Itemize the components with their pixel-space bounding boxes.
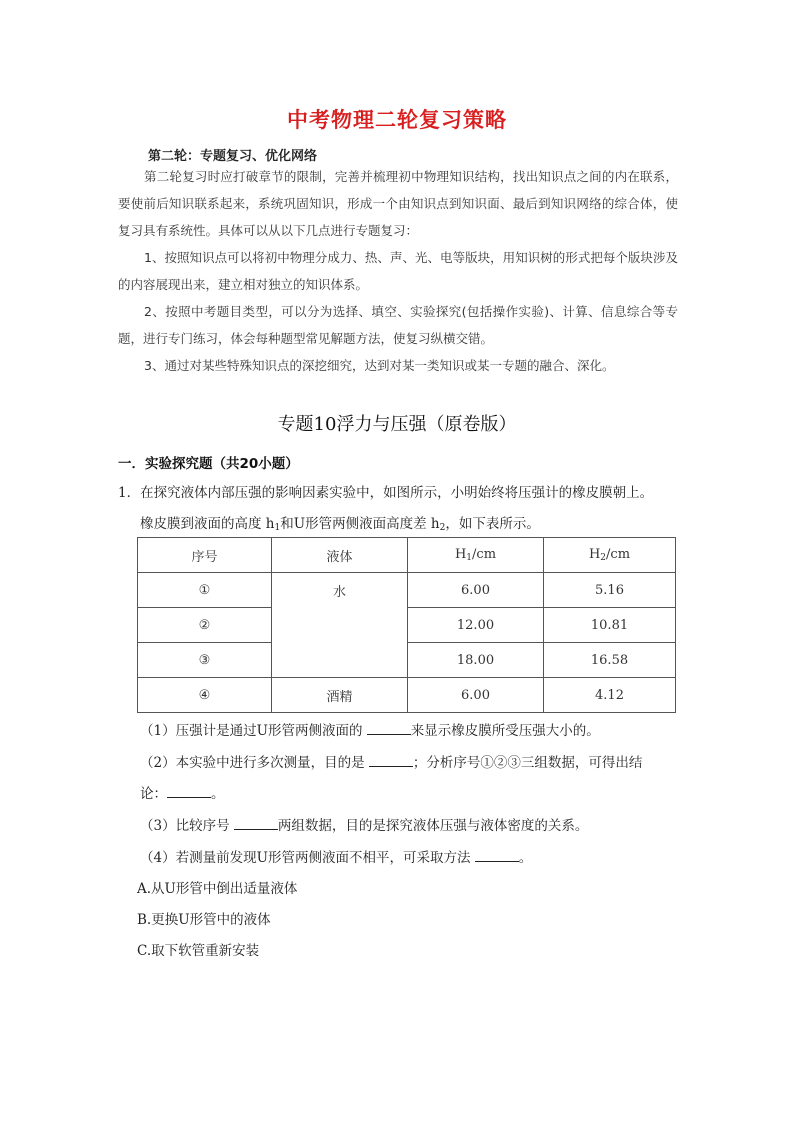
answer-blank[interactable] — [234, 817, 278, 830]
table-cell: 6.00 — [408, 678, 544, 713]
data-table — [137, 537, 676, 713]
intro-paragraph-4: 3、通过对某些特殊知识点的深挖细究，达到对某一类知识或某一专题的融合、深化。 — [144, 358, 615, 373]
table-cell: 12.00 — [408, 608, 544, 643]
table-cell: ③ — [138, 643, 272, 678]
table-row — [138, 678, 676, 713]
answer-blank[interactable] — [369, 754, 413, 767]
intro-paragraph-2: 1、按照知识点可以将初中物理分成力、热、声、光、电等版块，用知识树的形式把每个版块涉及的内容展现出来，建立相对独立的知识体系。 — [118, 250, 678, 292]
question-1-stem-line2: 橡皮膜到液面的高度 $h_1$和U形管两侧液面高度差 $h_2$，如下表所示。 — [140, 516, 540, 533]
table-header: $H_1/cm$ — [408, 538, 544, 573]
option-c: C.取下软管重新安装 — [137, 943, 260, 959]
intro-paragraph-3: 2、按照中考题目类型，可以分为选择、填空、实验探究(包括操作实验)、计算、信息综合等专题，进行专门练习，体会每种题型常见解题方法，使复习纵横交错。 — [118, 304, 678, 346]
table-cell: ① — [138, 573, 272, 608]
part-title: 一．实验探究题（共20小题） — [118, 456, 299, 472]
subquestion-1: （1）压强计是通过U形管两侧液面的 来显示橡皮膜所受压强大小的。 — [140, 723, 600, 739]
table-cell: 水 — [272, 573, 408, 678]
subquestion-4: （4）若测量前发现U形管两侧液面不相平，可采取方法 。 — [140, 850, 533, 866]
subquestion-2: （2）本实验中进行多次测量，目的是 ；分析序号①②③三组数据，可得出结 — [140, 755, 643, 771]
option-a: A.从U形管中倒出适量液体 — [137, 881, 298, 897]
table-header: 序号 — [138, 538, 272, 573]
subheading: 第二轮：专题复习、优化网络 — [148, 149, 318, 164]
table-header: $H_2/cm$ — [544, 538, 676, 573]
table-cell: 5.16 — [544, 573, 676, 608]
intro-paragraph-1: 第二轮复习时应打破章节的限制，完善并梳理初中物理知识结构，找出知识点之间的内在联系，要使前后知识联系起来，系统巩固知识，形成一个由知识点到知识面、最后到知识网络的综合体，使复习具有系统性。具体可以从以下几点进行专题复习： — [118, 169, 678, 238]
answer-blank[interactable] — [367, 722, 411, 735]
table-cell: ④ — [138, 678, 272, 713]
subquestion-2-cont: 论： 。 — [140, 786, 225, 802]
table-cell: 酒精 — [272, 678, 408, 713]
answer-blank[interactable] — [475, 849, 519, 862]
page-title: 中考物理二轮复习策略 — [287, 108, 507, 132]
table-header: 液体 — [272, 538, 408, 573]
section-title: 专题10浮力与压强（原卷版） — [277, 414, 517, 435]
question-1-stem: 1．在探究液体内部压强的影响因素实验中，如图所示，小明始终将压强计的橡皮膜朝上。 — [118, 485, 654, 501]
table-cell: ② — [138, 608, 272, 643]
table-cell: 18.00 — [408, 643, 544, 678]
table-header-row — [138, 538, 676, 573]
answer-blank[interactable] — [167, 785, 211, 798]
table-cell: 16.58 — [544, 643, 676, 678]
subquestion-3: （3）比较序号 两组数据，目的是探究液体压强与液体密度的关系。 — [140, 818, 589, 834]
option-b: B.更换U形管中的液体 — [137, 912, 271, 928]
table-cell: 4.12 — [544, 678, 676, 713]
table-row — [138, 573, 676, 608]
table-cell: 6.00 — [408, 573, 544, 608]
table-cell: 10.81 — [544, 608, 676, 643]
